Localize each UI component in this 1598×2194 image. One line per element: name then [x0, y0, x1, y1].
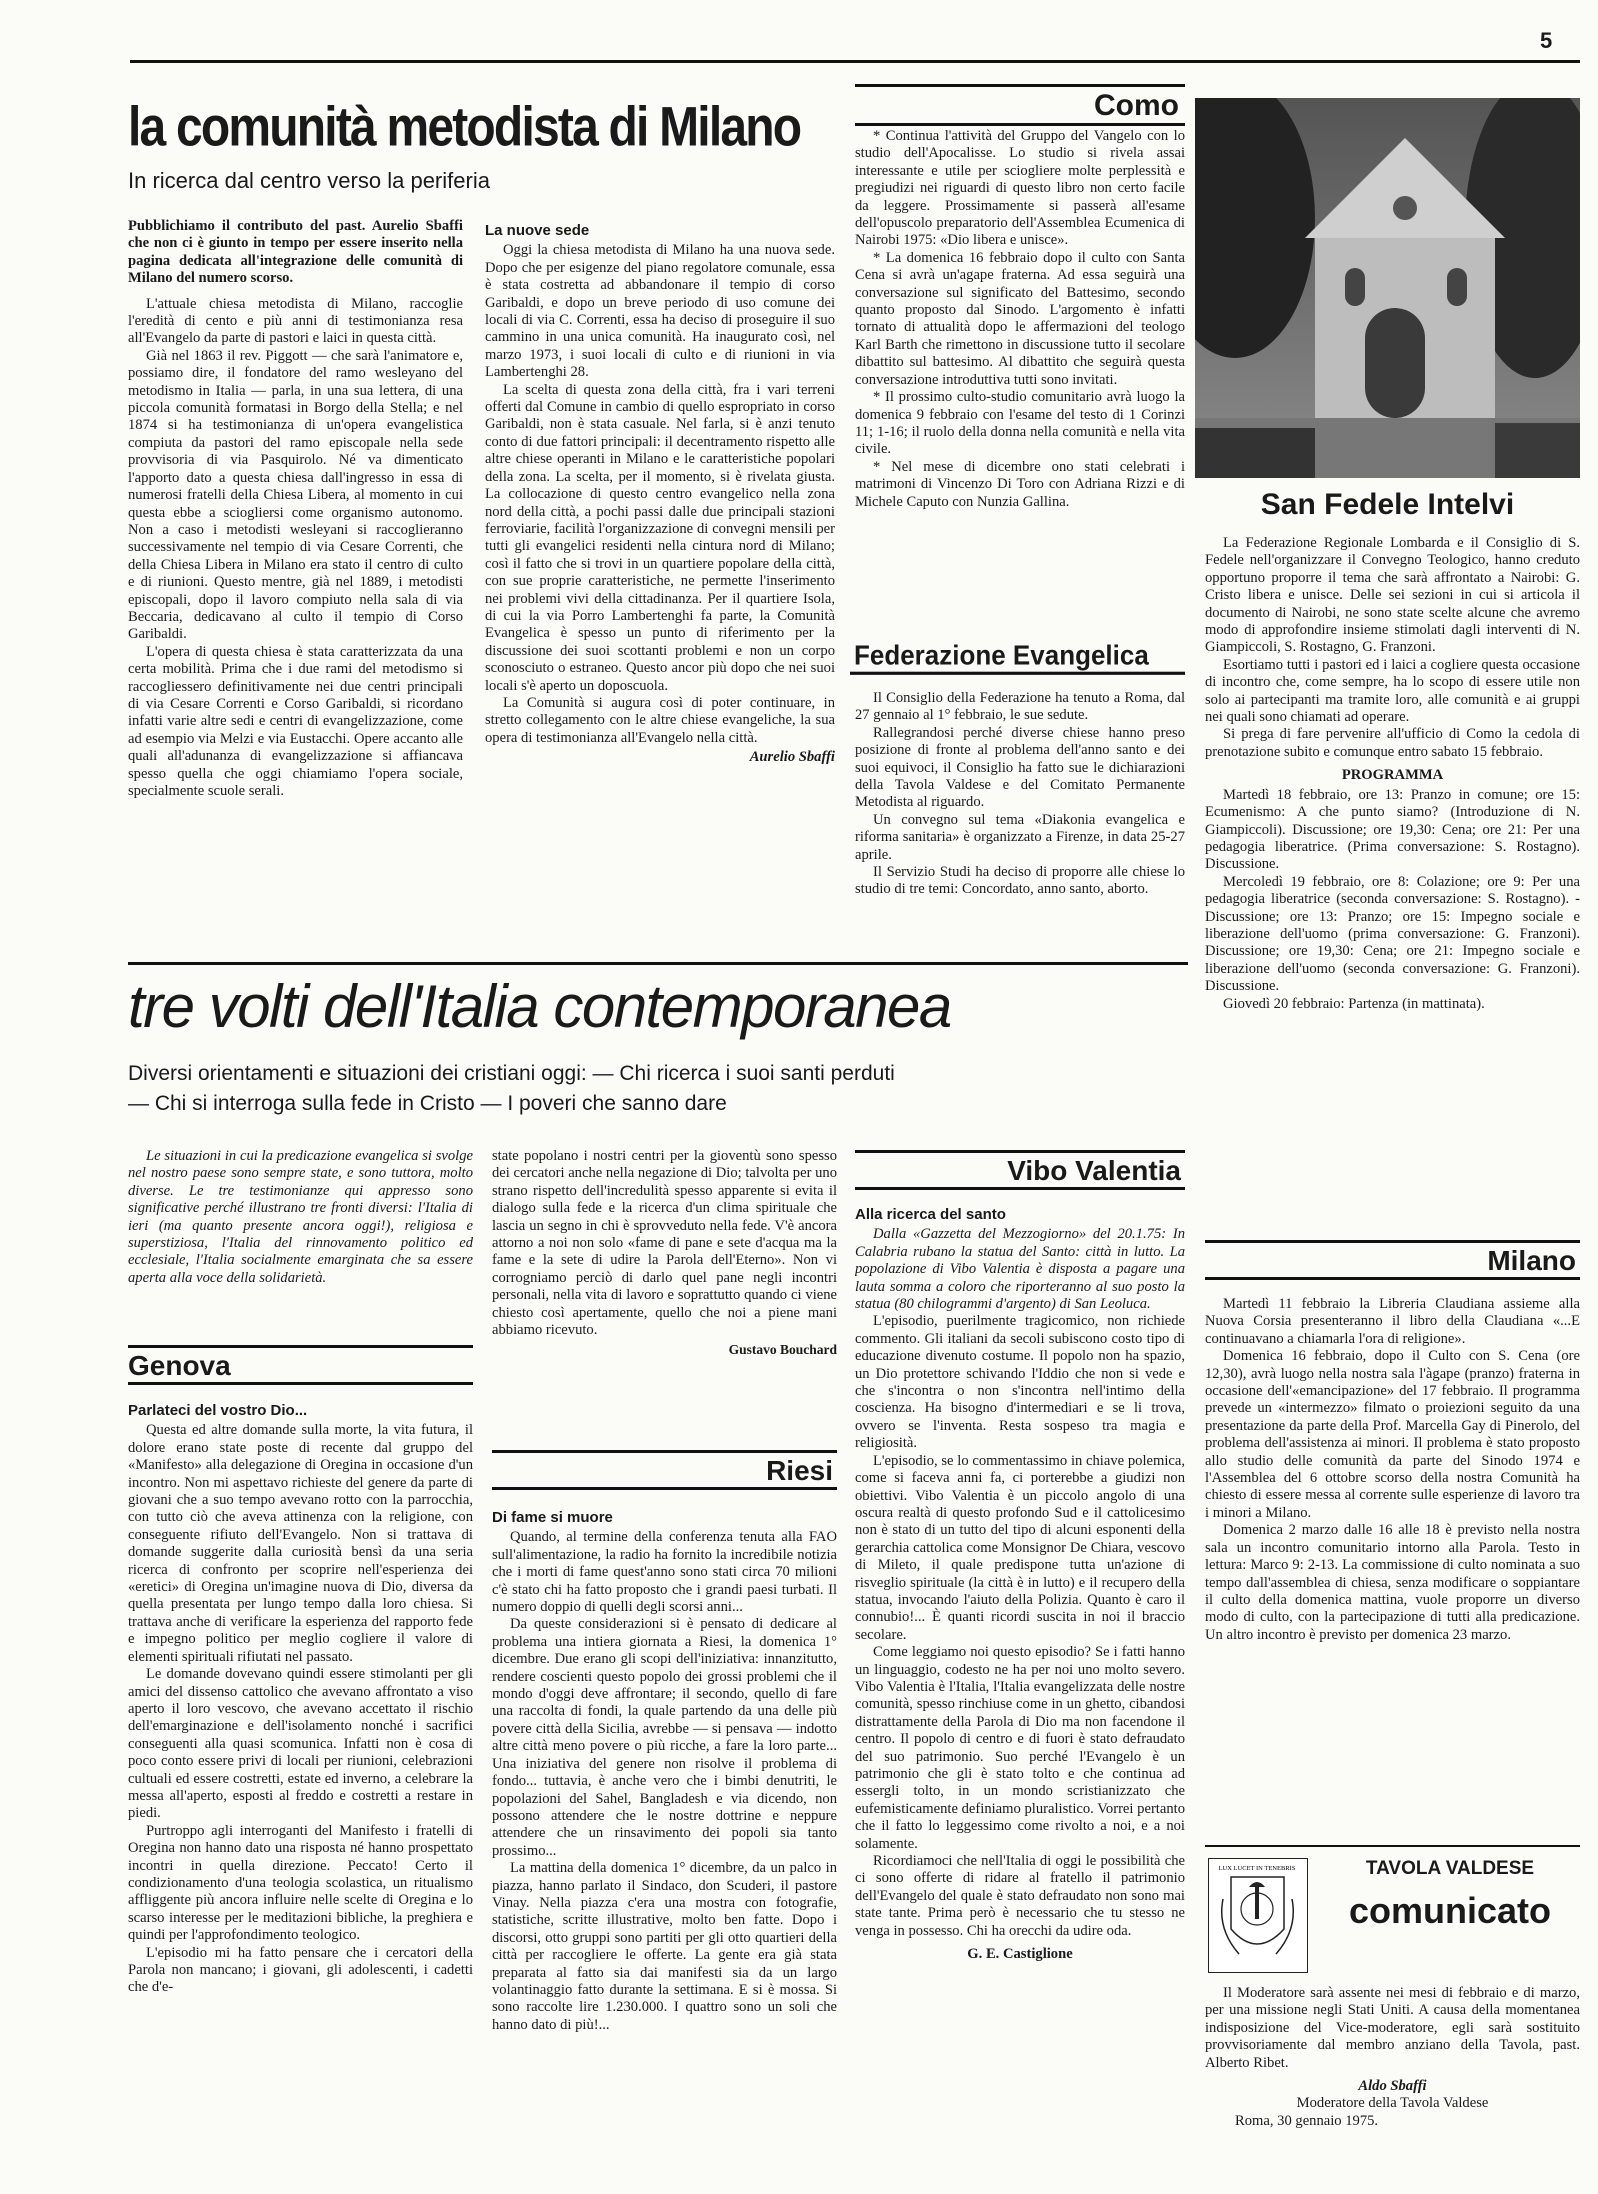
vibo-p2: L'episodio, se lo commentassimo in chiave polemica, come si faceva anni fa, ci porterebbe a giudizi non obiettivi. Vibo Valentia è un piccolo angolo di una oscura realtà di questo profondo Sud e il cattolicesimo non è stato di un tutto del tipo di alcuni esponenti della gerarchia cattolica come Monsignor De Chiara, vescovo di Mileto, il quale predispone tutta un'azione di risveglio spirituale (la città è in lutto) e il recupero della statua, invocando l'aiuto della Polizia. Quanto è caro il connubio!... È quanti ricordi suscita in noi il braccio secolare.: [855, 1452, 1185, 1643]
mid-rule: [128, 962, 1188, 965]
tavola-heading: comunicato: [1348, 1890, 1552, 1931]
tavola-body: [1205, 1985, 1580, 2185]
como-p3: * Il prossimo culto-studio comunitario avrà luogo la domenica 9 febbraio con l'esame del testo di 1 Corinzi 11; 1-16; il ruolo della donna nella comunità e nella vita civile.: [855, 389, 1185, 458]
san-fedele-p3: Si prega di fare pervenire all'ufficio di Como la cedola di prenotazione subito e comunque entro sabato 15 febbraio.: [1205, 726, 1580, 760]
tre-volti-subtitle-1: Diversi orientamenti e situazioni dei cristiani oggi: — Chi ricerca i suoi santi perduti: [128, 1062, 895, 1085]
genova-subheading: Parlateci del vostro Dio...: [128, 1402, 308, 1419]
san-fedele-p1: La Federazione Regionale Lombarda e il Consiglio di S. Fedele nell'organizzare il Convegno Teologico, hanno creduto opportuno proporre il tema che sarà affrontato a Nairobi: G. Cristo libera e unisce. Delle sei sezioni in cui si articola il documento di Nairobi, ne sono state scelte alcune che avremo modo di approfondire insieme stimolati dagli interventi di N. Giampiccoli, S. Rostagno, G. Franzoni.: [1205, 535, 1580, 656]
tre-volti-title: tre volti dell'Italia contemporanea: [128, 973, 951, 1040]
church-photo: [1195, 98, 1580, 478]
milano-intro: Pubblichiamo il contributo del past. Aurelio Sbaffi che non ci è giunto in tempo per essere inserito nella pagina dedicata all'integrazione delle comunità di Milano del numero scorso.: [128, 218, 463, 287]
como-body: [855, 128, 1185, 633]
church-illustration: [1195, 98, 1580, 478]
milano-p2: Già nel 1863 il rev. Piggott — che sarà l'animatore e, possiamo dire, il fondatore del ramo wesleyano del metodismo in Italia — parla, in una sua lettera, di una piccola comunità formatasi in Borgo della Stella; e nel 1874 si ha testimonianza di un'opera evangelistica compiuta da pastori del ramo episcopale nella sede provvisoria di via Pasquirolo. Né va dimenticato l'apporto dato a questa chiesa dall'ingresso in essa di numerosi fratelli della Chiesa Libera, al momento in cui questa ebbe a sciogliersi come organismo autonomo. Non a caso i metodisti wesleyani si raccoglieranno successivamente nel tempio di via Cesare Correnti, che della Chiesa Libera in Milano era stato il centro di culto e di riunioni. Questo mentre, già nel 1889, i metodisti episcopali, dopo il lavoro compiuto nella sala di via Beccaria, dedicavano al culto il tempio di Corso Garibaldi.: [128, 347, 463, 643]
vibo-p1: L'episodio, puerilmente tragicomico, non richiede commento. Gli italiani da secoli subiscono costo tipo di educazione divenuto costume. Il popolo non ha spazio, un Dio protettore schivando l'Iddio che non si vede e che s'incontra o non s'incontra nell'intimo della coscienza. Ha bisogno d'intermediari e se li trova, ovvero se l'inventa. Resta sospeso tra magia e religiosità.: [855, 1313, 1185, 1452]
emblem-motto: LUX LUCET IN TENEBRIS: [1218, 1865, 1296, 1872]
milano-article-subtitle: In ricerca dal centro verso la periferia: [128, 168, 490, 193]
tavola-rule: [1205, 1845, 1580, 1847]
como-p1: * Continua l'attività del Gruppo del Vangelo con lo studio dell'Apocalisse. Lo studio si rivela assai interessante e utile per sciogliere molte perplessità e pregiudizi nei riguardi di questo libro non certo facile da leggere. Prossimamente si passerà all'esame dell'opuscolo preparatorio dell'Assemblea Ecumenica di Nairobi 1975: «Dio libera e unisce».: [855, 128, 1185, 249]
genova-p4: L'episodio mi ha fatto pensare che i cercatori della Parola non mancano; i giovani, gli adolescenti, i cadetti che d'e-: [128, 1944, 473, 1996]
genova-p2: Le domande dovevano quindi essere stimolanti per gli amici del dissenso cattolico che avevano affrontato a viso aperto il loro vescovo, che avevano accettato il rischio dell'emarginazione e dell'isolamento nonché i sacrifici conseguenti alla quasi scomunica. Infatti non è cosa di poco conto essere privi di locali per riunioni, celebrazioni cultuali ed essere costretti, estate ed inverno, a celebrare la messa all'aperto, esposti al freddo e costretti a restare in piedi.: [128, 1666, 473, 1822]
milano-notice-p2: Domenica 16 febbraio, dopo il Culto con S. Cena (ore 12,30), avrà luogo nella nostra sala l'àgape (pranzo) fraterna in occasione dell'«emancipazione» del 17 febbraio. Il programma prevede un «intermezzo» filmato o proiezioni seguito da una presentazione da parte della Prof. Marcella Gay di Pinerolo, del problema dell'assistenza ai minori. Il problema è stato proposto allo studio delle comunità da parte del Sinodo 1974 e l'Assemblea del 6 ottobre scorso della nostra Comunità ha chiesto di essere messa al corrente sulle esperienze di lavoro tra i minori a Milano.: [1205, 1348, 1580, 1521]
milano-p6: La Comunità si augura così di poter continuare, in stretto collegamento con le altre chiese evangeliche, la sua opera di testimonianza all'Evangelo nella città.: [485, 694, 835, 746]
tavola-role: Moderatore della Tavola Valdese: [1296, 2095, 1489, 2112]
programma-heading: PROGRAMMA: [1341, 767, 1444, 784]
tre-volti-intro-text: Le situazioni in cui la predicazione evangelica si svolge nel nostro paese sono sempre state, e sono tuttora, molto diverse. Le tre testimonianze qui appresso sono significative perché illustrano tre fronti diversi: l'Italia di ieri (ma quanto presente ancora oggi!), religiosa e superstiziosa, l'Italia del rinnovamento politico ed ecclesiale, l'Italia socialmente emarginata che sa essere aperta alla voce della solidarietà.: [128, 1148, 473, 1286]
col2-p1: state popolano i nostri centri per la gioventù sono spesso dei cercatori anche nella negazione di Dio; talvolta per uno strano rispetto dell'incredulità spesso apparente si evita il dialogo sulla fede e la ricerca d'un clima spirituale che lascia un segno in chi è sprovveduto nella fede. V'è ancora attorno a noi non solo «fame di pane e sete d'acqua ma la fame e la sete di udire la Parola dell'Eterno». Non vi corrogniamo perciò di darlo quel pane negli incontri personali, nella vita di lavoro e soprattutto quando ci viene chiesto così apertamente, quello che noi a piene mani abbiamo ricevuto.: [492, 1148, 837, 1339]
como-p2: * La domenica 16 febbraio dopo il culto con Santa Cena si avrà un'agape fraterna. Ad essa seguirà una conversazione sul significato del Battesimo, secondo quanto proposto dal Sinodo. L'argomento è infatti tornato di attualità dopo le affermazioni del teologo Karl Barth che rimettono in discussione tutto il secolare dibattito sul battesimo. Al dibattito che seguirà questa conversazione introduttiva tutti sono invitati.: [855, 249, 1185, 388]
genova-p3: Purtroppo agli interroganti del Manifesto i fratelli di Oregina non hanno dato una risposta né hanno prospettato incontri in quella direzione. Peccato! Certo il condizionamento d'una teologia scolastica, un ritualismo affliggente più ancora influire nelle scelte di Oregina e lo scarso interesse per le meditazioni bibliche, la preghiera e quindi per l'approfondimento teologico.: [128, 1822, 473, 1944]
federazione-p2: Rallegrandosi perché diverse chiese hanno preso posizione di fronte al problema dell'anno santo e dei suoi equivoci, il Consiglio ha fatto sue le dichiarazioni della Tavola Valdese e del Comitato Permanente Metodista al riguardo.: [855, 724, 1185, 811]
riesi-p1: Quando, al termine della conferenza tenuta alla FAO sull'alimentazione, la radio ha fornito la incredibile notizia che i morti di fame quest'anno sono stati circa 70 milioni c'è stato chi ha fatto proposto che i grandi paesi turbati. Il numero doppio di quelli degli scorsi anni...: [492, 1529, 837, 1616]
federazione-p3: Un convegno sul tema «Diakonia evangelica e riforma sanitaria» è organizzato a Firenze, in data 25-27 aprile.: [855, 811, 1185, 863]
vibo-subheading: Alla ricerca del santo: [855, 1206, 1006, 1223]
federazione-p4: Il Servizio Studi ha deciso di proporre alle chiese lo studio di tre temi: Concordato, anno santo, aborto.: [855, 864, 1185, 898]
vibo-heading: Vibo Valentia: [855, 1150, 1185, 1190]
riesi-body: [492, 1505, 837, 2185]
top-rule: [130, 60, 1580, 63]
vibo-quote: Dalla «Gazzetta del Mezzogiorno» del 20.1.75: In Calabria rubano la statua del Santo: città in lutto. La popolazione di Vibo Valentia è disposta a pagare una lauta somma a coloro che riporteranno al suo posto la statua (80 chilogrammi d'argento) di San Leoluca.: [855, 1226, 1185, 1313]
milano-p1: L'attuale chiesa metodista di Milano, raccoglie l'eredità di cento e più anni di testimonianza resa all'Evangelo da parte di pastori e laici in questa città.: [128, 295, 463, 347]
tre-volti-subtitle-2: — Chi si interroga sulla fede in Cristo — I poveri che sanno dare: [128, 1092, 727, 1115]
tavola-date: Roma, 30 gennaio 1975.: [1235, 2112, 1379, 2129]
riesi-p2: Da queste considerazioni si è pensato di dedicare al problema una intiera giornata a Riesi, la domenica 1° dicembre. Due erano gli scopi dell'iniziativa: innanzitutto, rendere coscienti questo popolo dei grossi problemi che il mondo d'oggi deve affrontare; il secondo, quello di fare una raccolta di fondi, la quale partendo da una delle più povere città della Sicilia, avrebbe — si pensava — indotto altre città meno povere o più ricche, a fare la loro parte... Una iniziativa del genere non risolve il problema di fondo... tuttavia, è anche vero che i bimbi denutriti, le popolazioni del Sahel, Bangladesh e via dicendo, non possono attendere che le nostre dottrine e neppure attendere che un rinsavimento dei popoli sia tanto prossimo...: [492, 1616, 837, 1859]
programma-day1: Martedì 18 febbraio, ore 13: Pranzo in comune; ore 15: Ecumenismo: A che punto siamo? (Introduzione di N. Giampiccoli). Discussione; ore 19,30: Cena; ore 21: Per una pedagogia liberatrice. (Prima conversazione: S. Rostagno). Discussione.: [1205, 786, 1580, 873]
federazione-body: [855, 690, 1185, 952]
federazione-heading: Federazione Evangelica: [850, 639, 1185, 675]
vibo-body: [855, 1202, 1185, 2177]
milano-p5: La scelta di questa zona della città, fra i vari terreni offerti dal Comune in cambio di quello espropriato in corso Garibaldi, non è stata casuale. Nel farla, si è anzi tenuto conto di due fattori principali: il decentramento rispetto alle altre chiese operanti in Milano e le caratteristiche popolari della zona. La scelta, per il momento, si è rivelata giusta. La collocazione di questo centro evangelico nella zona nord della città, a pochi passi dalle due principali stazioni ferroviarie, facilità l'organizzazione di convegni mensili per tutti gli evangelici residenti nella cintura nord di Milano; così il fatto che si trovi in un quartiere popolare della città, con sue proprie caratteristiche, ne permette l'inserimento nei problemi vivi della cittadinanza. Per il quartiere Isola, di cui la via Porro Lambertenghi fa parte, la Comunità Evangelica è spesso un punto di riferimento per la discussione dei suoi scottanti problemi e non un corpo sconosciuto o estraneo. Questo ancor più dopo che nei suoi locali s'è aperto un doposcuola.: [485, 381, 835, 694]
riesi-heading: Riesi: [492, 1450, 837, 1490]
riesi-subheading: Di fame si muore: [492, 1509, 613, 1526]
genova-p1: Questa ed altre domande sulla morte, la vita futura, il dolore erano state poste di recente dal gruppo del «Manifesto» alla delegazione di Oregina in occasione d'un incontro. Non mi aspettavo richieste del genere da parte di giovani che a suo tempo avevano rotto con la parrocchia, con tutto ciò che aveva attinenza con la religione, con conseguente rifiuto dell'Evangelo. Non si trattava di domande suggerite dalla curiosità bensì da una seria ricerca di confronto per scoprire nell'esperienza dei «eretici» di Oregina un'imagine nuova di Dio, diversa da quella presentata per lungo tempo dalla loro chiesa. Si trattava anche di verificare la esperienza del rapporto fede e impegno politico per meglio cogliere il valore di elementi spirituali rifiutati nel passato.: [128, 1422, 473, 1665]
genova-heading: Genova: [128, 1345, 473, 1385]
tavola-emblem: [1208, 1858, 1308, 1973]
tavola-org: TAVOLA VALDESE: [1365, 1858, 1535, 1879]
tre-volti-intro: [128, 1148, 473, 1333]
como-p4: * Nel mese di dicembre ono stati celebrati i matrimoni di Vincenzo Di Toro con Adriana Rizzi e di Michele Caputo con Nunzia Gallina.: [855, 458, 1185, 510]
riesi-p3: La mattina della domenica 1° dicembre, da un palco in piazza, hanno parlato il Sindaco, don Scuderi, il pastore Vinay. Nella piazza c'era una mostra con fotografie, statistiche, scritte illustrative, molto ben fatte. Dopo i discorsi, otto gruppi sono partiti per gli otto quartieri della città per raccogliere le offerte. La gente era già stata preparata al fatto sia dai manifesti sia da un largo volantinaggio fatto durante la settimana. E si è mossa. Si sono raccolte lire 1.230.000. I quattro sono un soli che hanno dato di più!...: [492, 1860, 837, 2033]
page-number: 5: [1540, 28, 1553, 53]
milano-notice-p3: Domenica 2 marzo dalle 16 alle 18 è previsto nella nostra sala un incontro comunitario intorno alla Parola. Testo in lettura: Marco 9: 2-13. La commissione di culto nominata a suo tempo dall'assemblea di chiesa, senza modificare o soppiantare il culto della domenica mattina, vuole proporre un diverso modo di culto, con la partecipazione di tutti alla predicazione. Un altro incontro è previsto per domenica 23 marzo.: [1205, 1522, 1580, 1643]
milano-article-title: la comunità metodista di Milano: [128, 97, 801, 159]
milano-article-col2: [485, 218, 835, 950]
milano-sede-heading: La nuove sede: [485, 222, 590, 239]
milano-p4: Oggi la chiesa metodista di Milano ha una nuova sede. Dopo che per esigenze del piano regolatore comunale, essa è stata costretta ad abbandonare il tempio di corso Garibaldi, e dopo un breve periodo di uso comune dei locali di via C. Correnti, essa ha deciso di proseguire il suo cammino in una unica comunità. Ha inaugurato così, nel marzo 1973, i suoi locali di culto e di riunioni in via Lambertenghi 28.: [485, 242, 835, 381]
vibo-p3: Come leggiamo noi questo episodio? Se i fatti hanno un linguaggio, codesto ne ha per noi uno molto severo. Vibo Valentia è l'Italia, l'Italia evangelizzata delle nostre comunità, spesso rinchiuse come in un ghetto, cibandosi distrattamente della Parola di Dio ma non facendone il centro. Il popolo di centro e di fuori è stato defraudato del suo patrimonio. Suo perché l'Evangelo è un patrimonio che gli è stato tolto e che continua ad essergli tolto, in un mondo scristianizzato che eufemisticamente definiamo pluralistico. Vorrei pertanto che il fatto lo leggessimo come rivolto a noi, e a noi solamente.: [855, 1644, 1185, 1852]
san-fedele-p2: Esortiamo tutti i pastori ed i laici a cogliere questa occasione di incontro che, come sempre, ha lo scopo di essere utile non solo ai partecipanti ma tramite loro, alle comunità e ai gruppi nei quali sono chiamati ad operare.: [1205, 656, 1580, 726]
waldensian-emblem-icon: [1209, 1859, 1306, 1971]
col2-continuation: [492, 1148, 837, 1398]
como-heading: Como: [855, 84, 1185, 126]
programma-day3: Giovedì 20 febbraio: Partenza (in mattinata).: [1223, 995, 1485, 1012]
bouchard-signature: Gustavo Bouchard: [728, 1342, 837, 1358]
tavola-p1: Il Moderatore sarà assente nei mesi di febbraio e di marzo, per una missione negli Stati Uniti. A causa della momentanea indisposizione del Vice-moderatore, egli sarà sostituito provvisoriamente dal membro anziano della Tavola, past. Alberto Ribet.: [1205, 1985, 1580, 2071]
programma-day2: Mercoledì 19 febbraio, ore 8: Colazione; ore 9: Per una pedagogia liberatrice (seconda conversazione: S. Rostagno). - Discussione; ore 13: Pranzo; ore 15: Impegno sociale e liberazione dell'uomo (prima conversazione: G. Franzoni). Discussione; ore 19,30: Cena; ore 21: Impegno sociale e liberazione dell'uomo (seconda conversazione: G. Franzoni). Discussione.: [1205, 873, 1580, 995]
milano-notice-body: [1205, 1296, 1580, 1836]
vibo-p4: Ricordiamoci che nell'Italia di oggi le possibilità che ci sono offerte di ridare al fratello il patrimonio dell'Evangelo del quale è stato defraudato non sono mai state tante. Prima però è necessario che tu stesso ne venga in possesso. Chi ha orecchi da udire oda.: [855, 1853, 1185, 1939]
milano-signature: Aurelio Sbaffi: [749, 749, 835, 766]
vibo-signature: G. E. Castiglione: [967, 1946, 1073, 1963]
milano-p3: L'opera di questa chiesa è stata caratterizzata da una certa mobilità. Prima che i due rami del metodismo si raccogliessero definitivamente nei due centri principali di via Cesare Correnti e Corso Garibaldi, si ricordano infatti varie altre sedi e centri di evangelizzazione, come ad esempio via Melzi e via Eustacchi. Opere accanto alle quali all'adunanza di evangelizzazione si affiancava spesso quella che oggi chiamiamo l'opera sociale, specialmente scuole serali.: [128, 643, 463, 799]
san-fedele-body: [1205, 535, 1580, 1220]
genova-body: [128, 1398, 473, 2188]
milano-article-col1: [128, 218, 463, 948]
milano-notice-p1: Martedì 11 febbraio la Libreria Claudiana assieme alla Nuova Corsia presenteranno il libro della Claudiana «...E continuavano a chiamarla l'ora di religione».: [1205, 1296, 1580, 1347]
milano-notice-heading: Milano: [1205, 1240, 1580, 1280]
tavola-signature: Aldo Sbaffi: [1358, 2078, 1427, 2095]
federazione-p1: Il Consiglio della Federazione ha tenuto a Roma, dal 27 gennaio al 1° febbraio, le sue sedute.: [855, 690, 1185, 724]
san-fedele-heading: San Fedele Intelvi: [1260, 488, 1515, 521]
